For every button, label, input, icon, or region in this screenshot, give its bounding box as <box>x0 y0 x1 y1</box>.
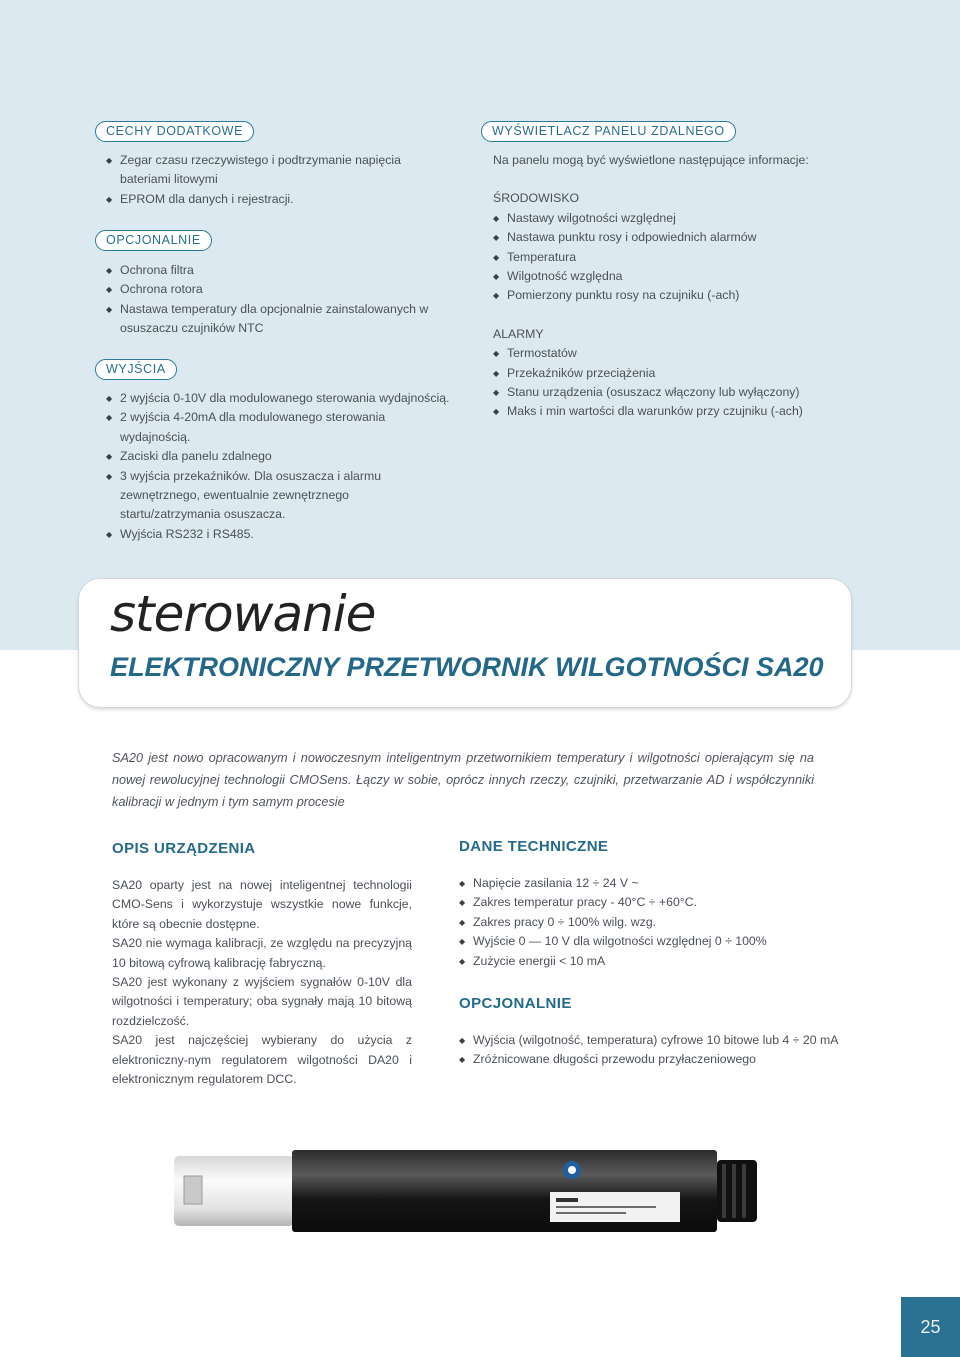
options-top-heading: OPCJONALNIE <box>95 230 212 251</box>
tech-data-list <box>459 874 839 971</box>
list-item: ◆ Ochrona filtra <box>106 261 436 280</box>
environment-label: ŚRODOWISKO <box>493 191 580 206</box>
list-item: ◆ Napięcie zasilania 12 ÷ 24 V ~ <box>459 874 839 893</box>
description-heading: OPIS URZĄDZENIA <box>112 840 256 857</box>
list-item: ◆ Wyjście 0 — 10 V dla wilgotności względnej 0 ÷ 100% <box>459 932 839 951</box>
description-text <box>112 876 412 1089</box>
remote-display-block <box>493 151 853 422</box>
list-item: ◆ Termostatów <box>493 344 853 363</box>
list-item: ◆ Wyjścia RS232 i RS485. <box>106 525 451 544</box>
sensor-vent <box>184 1176 202 1204</box>
list-item: ◆ Nastawa temperatury dla opcjonalnie zainstalowanych w osuszaczu czujników NTC <box>106 300 436 339</box>
outputs-heading: WYJŚCIA <box>95 359 177 380</box>
options-bottom-heading: OPCJONALNIE <box>459 995 572 1012</box>
options-top-list <box>106 261 436 339</box>
features-list <box>106 151 436 209</box>
list-item: ◆ 2 wyjścia 4-20mA dla modulowanego sterowania wydajnością. <box>106 408 390 447</box>
list-item: ◆ EPROM dla danych i rejestracji. <box>106 190 436 209</box>
page-title: sterowanie <box>110 585 376 643</box>
tech-data-heading: DANE TECHNICZNE <box>459 838 609 855</box>
list-item: ◆ Pomierzony punktu rosy na czujniku (-ach) <box>493 286 853 305</box>
list-item: ◆ Przekaźników przeciążenia <box>493 364 853 383</box>
description-paragraph: SA20 oparty jest na nowej inteligentnej technologii CMO-Sens i wykorzystuje wszystkie nowe funkcje, które są obecnie dostępne. <box>112 878 412 931</box>
list-item: ◆ Zakres temperatur pracy - 40°C ÷ +60°C. <box>459 893 839 912</box>
list-item: ◆ Stanu urządzenia (osuszacz włączony lub wyłączony) <box>493 383 853 402</box>
list-item: ◆ Nastawy wilgotności względnej <box>493 209 853 228</box>
list-item: ◆ 2 wyjścia 0-10V dla modulowanego sterowania wydajnością. <box>106 389 451 408</box>
list-item: ◆ Zegar czasu rzeczywistego i podtrzymanie napięcia bateriami litowymi <box>106 151 436 190</box>
list-item: ◆ Wilgotność względna <box>493 267 853 286</box>
intro-paragraph: SA20 jest nowo opracowanym i nowoczesnym inteligentnym przetwornikiem temperatury i wilgotności opierającym się na nowej rewolucyjnej technologii CMOSens. Łączy w sobie, oprócz innych rzeczy, czujniki, przetwarzanie AD i współczynniki kalibracji w jednym i tym samym procesie <box>112 751 814 809</box>
list-item: ◆ Wyjścia (wilgotność, temperatura) cyfrowe 10 bitowe lub 4 ÷ 20 mA <box>459 1031 849 1050</box>
outputs-list <box>106 389 451 544</box>
list-item: ◆ Nastawa punktu rosy i odpowiednich alarmów <box>493 228 853 247</box>
product-title: ELEKTRONICZNY PRZETWORNIK WILGOTNOŚCI SA20 <box>110 652 824 682</box>
description-paragraph: SA20 jest wykonany z wyjściem sygnałów 0-10V dla wilgotności i temperatury; oba sygnały mają 10 bitową rozdzielczość. <box>112 975 412 1028</box>
description-paragraph: SA20 jest najczęściej wybierany do użycia z elektroniczny-nym regulatorem wilgotności DA20 i elektronicznym regulatorem DCC. <box>112 1033 412 1087</box>
remote-display-intro: Na panelu mogą być wyświetlone następujące informacje: <box>493 153 809 167</box>
list-item: ◆ Zaciski dla panelu zdalnego <box>106 447 451 466</box>
features-heading: CECHY DODATKOWE <box>95 121 254 142</box>
sensor-product-image <box>172 1150 772 1232</box>
list-item: ◆ Temperatura <box>493 248 853 267</box>
alarms-label: ALARMY <box>493 326 544 341</box>
list-item: ◆ Zróżnicowane długości przewodu przyłaczeniowego <box>459 1050 849 1069</box>
list-item: ◆ Ochrona rotora <box>106 280 436 299</box>
list-item: ◆ Zakres pracy 0 ÷ 100% wilg. wzg. <box>459 913 839 932</box>
remote-display-heading: WYŚWIETLACZ PANELU ZDALNEGO <box>481 121 736 142</box>
list-item: ◆ Zużycie energii < 10 mA <box>459 952 839 971</box>
list-item: ◆ 3 wyjścia przekaźników. Dla osuszacza i alarmu zewnętrznego, ewentualnie zewnętrznego startu/zatrzymania osuszacza. <box>106 467 451 525</box>
description-paragraph: SA20 nie wymaga kalibracji, ze względu na precyzyjną 10 bitową cyfrową kalibrację fabryczną. <box>112 936 412 970</box>
page-number: 25 <box>901 1297 960 1357</box>
options-bottom-list <box>459 1031 849 1070</box>
list-item: ◆ Maks i min wartości dla warunków przy czujniku (-ach) <box>493 402 853 421</box>
